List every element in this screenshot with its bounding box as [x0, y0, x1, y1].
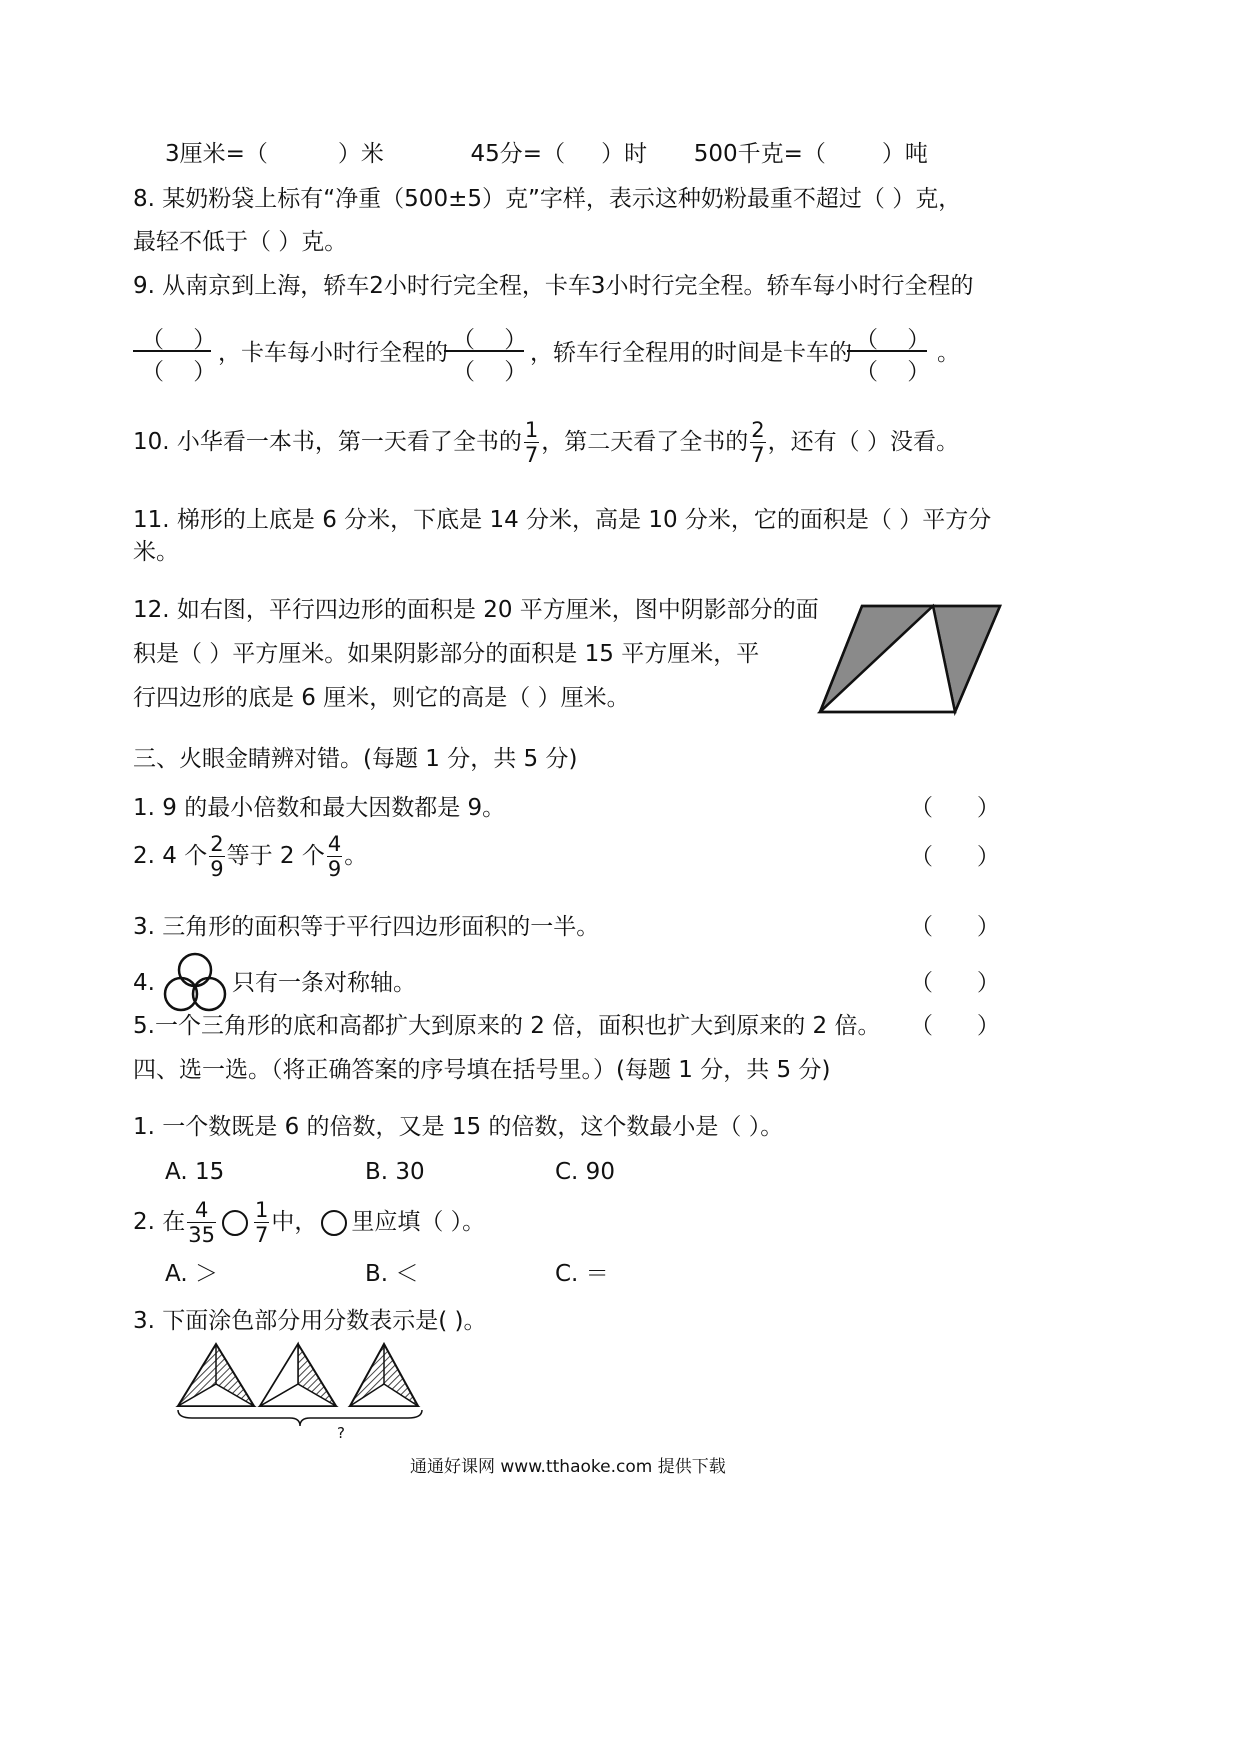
brace-label: ?	[337, 1424, 345, 1442]
q9-end: 。	[937, 340, 960, 366]
s4-q2-option-a[interactable]: A. ＞	[165, 1261, 218, 1287]
parallelogram-figure	[815, 600, 1005, 718]
q9-line1: 9. 从南京到上海，轿车2小时行完全程，卡车3小时行完全程。轿车每小时行全程的	[133, 273, 974, 299]
section3-title: 三、火眼金睛辨对错。(每题 1 分，共 5 分)	[133, 746, 578, 772]
s4-q1-option-b[interactable]: B. 30	[365, 1159, 425, 1185]
q11-line1: 11. 梯形的上底是 6 分米，下底是 14 分米，高是 10 分米，它的面积是（ ）平方分	[133, 507, 992, 533]
triangle-3	[350, 1344, 418, 1406]
s4-q1: 1. 一个数既是 6 的倍数，又是 15 的倍数，这个数最小是（ ）。	[133, 1114, 784, 1140]
footer-text: 通通好课网 www.tthaoke.com 提供下载	[410, 1457, 726, 1477]
s4-q1-option-a[interactable]: A. 15	[165, 1159, 225, 1185]
s3-answer-2[interactable]: （ ）	[910, 844, 1000, 870]
s3-answer-3[interactable]: （ ）	[910, 914, 1000, 940]
q12-line3: 行四边形的底是 6 厘米，则它的高是（ ）厘米。	[133, 685, 630, 711]
s3-item-4: 只有一条对称轴。	[232, 970, 416, 996]
s4-q2-option-b[interactable]: B. ＜	[365, 1261, 419, 1287]
q11-line2: 米。	[133, 539, 179, 565]
triangle-1	[178, 1344, 254, 1406]
fraction-1-7: $\frac{1}{7}$	[524, 418, 539, 467]
q8-line2: 最轻不低于（ ）克。	[133, 229, 348, 255]
conv-min: 45分=（	[470, 141, 566, 167]
brace	[178, 1410, 422, 1426]
fraction-4-35: $\frac{4}{35}$	[188, 1198, 215, 1247]
conv-kg: 500千克=（	[693, 141, 826, 167]
q12-line2: 积是（ ）平方厘米。如果阴影部分的面积是 15 平方厘米，平	[133, 641, 760, 667]
q9-mid1: ，卡车每小时行全程的	[218, 340, 448, 366]
s4-q2-option-c[interactable]: C. ＝	[555, 1261, 609, 1287]
s3-answer-1[interactable]: （ ）	[910, 795, 1000, 821]
triangle-2	[260, 1344, 336, 1406]
shaded-triangles-figure	[172, 1340, 432, 1440]
fraction-2-9: $\frac{2}{9}$	[210, 832, 224, 881]
q8-line1: 8. 某奶粉袋上标有“净重（500±5）克”字样，表示这种奶粉最重不超过（ ）克，	[133, 186, 962, 212]
s3-answer-5[interactable]: （ ）	[910, 1013, 1000, 1039]
section4-title: 四、选一选。（将正确答案的序号填在括号里。）(每题 1 分，共 5 分)	[133, 1057, 831, 1083]
fraction-4-9: $\frac{4}{9}$	[327, 832, 342, 881]
s4-q3: 3. 下面涂色部分用分数表示是( )。	[133, 1308, 487, 1334]
three-circles-icon	[162, 950, 228, 1014]
s4-q1-option-c[interactable]: C. 90	[555, 1159, 615, 1185]
q9-mid2: ，轿车行全程用的时间是卡车的	[530, 340, 852, 366]
s3-item-3: 3. 三角形的面积等于平行四边形面积的一半。	[133, 914, 600, 940]
fraction-2-7: $\frac{2}{7}$	[751, 418, 765, 467]
s3-item-2: 2. 4 个 $\frac{2}{9}$ 等于 2 个 $\frac{4}{9}$ 。	[133, 832, 368, 881]
s3-item-1: 1. 9 的最小倍数和最大因数都是 9。	[133, 795, 506, 821]
s3-item-4-num: 4.	[133, 970, 155, 996]
s4-q2: 2. 在 $\frac{4}{35}$ $\frac{1}{7}$ 中， 里应填（ ）。	[133, 1198, 486, 1247]
q10-line: 10. 小华看一本书，第一天看了全书的 $\frac{1}{7}$ ，第二天看了全书的 $\frac{2}{7}$ ，还有（ ）没看。	[133, 418, 959, 467]
q12-line1: 12. 如右图，平行四边形的面积是 20 平方厘米，图中阴影部分的面	[133, 597, 819, 623]
s3-item-5: 5.一个三角形的底和高都扩大到原来的 2 倍，面积也扩大到原来的 2 倍。	[133, 1013, 881, 1039]
s3-answer-4[interactable]: （ ）	[910, 970, 1000, 996]
conv-cm: 3厘米=（	[165, 141, 268, 167]
compare-circle-icon	[222, 1210, 248, 1236]
unit-conversion-line: 3厘米=（ ）米 45分=（ ）时 500千克=（ ）吨	[165, 141, 928, 167]
fraction-1-7-b: $\frac{1}{7}$	[255, 1198, 269, 1247]
compare-circle-icon	[321, 1210, 347, 1236]
